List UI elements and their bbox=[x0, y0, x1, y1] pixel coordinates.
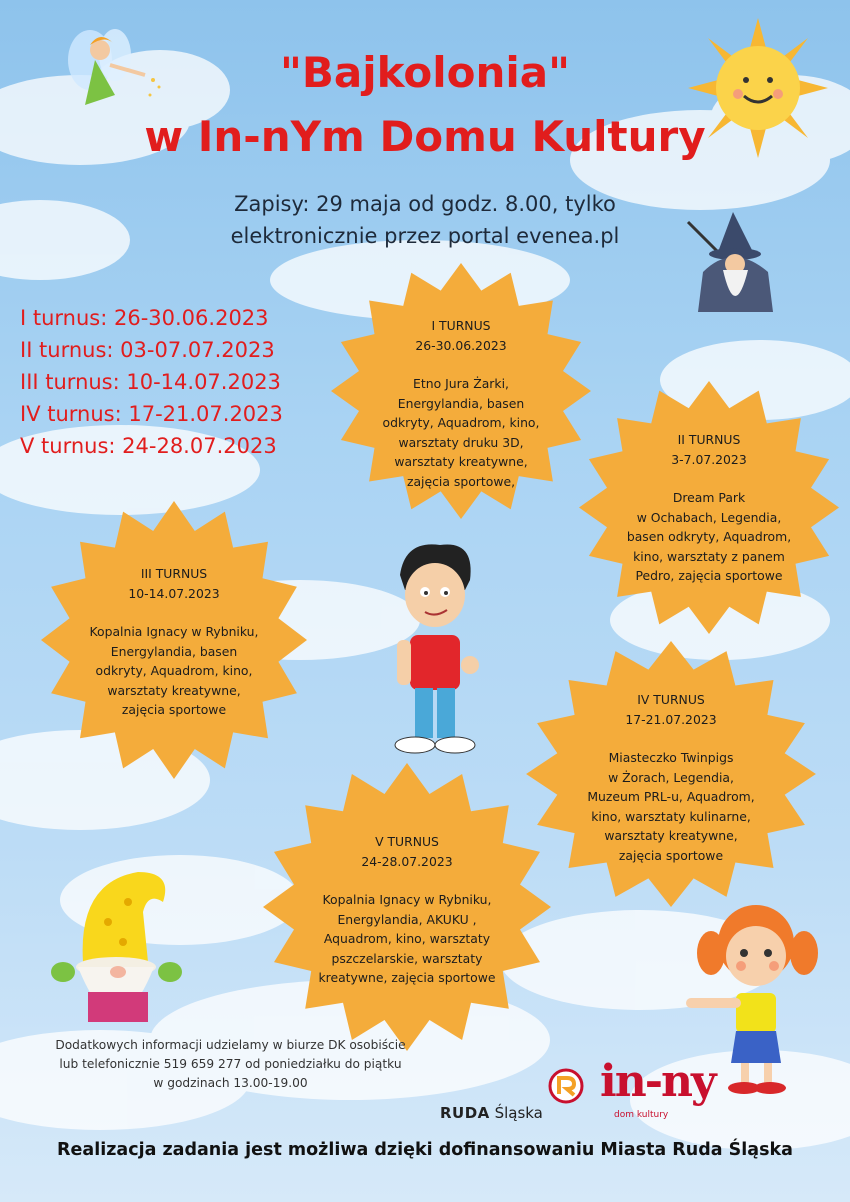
ruda-slaska-emblem bbox=[548, 1068, 584, 1104]
burst-turnus-5-line: pszczelarskie, warsztaty bbox=[331, 950, 483, 966]
burst-turnus-2-name: II TURNUS bbox=[677, 432, 741, 447]
burst-turnus-4-line: zajęcia sportowe bbox=[618, 847, 724, 863]
signup-line-2: elektronicznie przez portal evenea.pl bbox=[230, 224, 620, 248]
inny-logo-subtitle: dom kultury bbox=[614, 1110, 669, 1120]
ruda-logo-bold: RUDA bbox=[440, 1104, 490, 1122]
burst-turnus-3 bbox=[40, 500, 308, 780]
burst-turnus-1-line: Energylandia, basen bbox=[397, 395, 525, 411]
burst-turnus-5-line: Energylandia, AKUKU , bbox=[337, 911, 477, 927]
footer-info-line: Dodatkowych informacji udzielamy w biurze DK osobiście bbox=[55, 1038, 406, 1052]
burst-turnus-4 bbox=[525, 640, 817, 908]
burst-turnus-3-line: Energylandia, basen bbox=[110, 643, 238, 659]
signup-line-1: Zapisy: 29 maja od godz. 8.00, tylko bbox=[234, 192, 616, 216]
burst-turnus-4-line: w Żorach, Legendia, bbox=[608, 769, 734, 785]
funding-note: Realizacja zadania jest możliwa dzięki dofinansowaniu Miasta Ruda Śląska bbox=[57, 1140, 793, 1160]
burst-turnus-1-line: Etno Jura Żarki, bbox=[413, 376, 509, 391]
title-line-2: w In-nYm Domu Kultury bbox=[144, 112, 706, 161]
burst-turnus-1-line: zajęcia sportowe, bbox=[406, 473, 516, 489]
burst-turnus-1-name: I TURNUS bbox=[431, 318, 491, 333]
burst-turnus-5-dates: 24-28.07.2023 bbox=[361, 853, 453, 869]
burst-turnus-2 bbox=[578, 380, 840, 635]
turnus-date-4: IV turnus: 17-21.07.2023 bbox=[20, 402, 283, 426]
burst-turnus-2-dates: 3-7.07.2023 bbox=[671, 451, 747, 467]
burst-turnus-4-dates: 17-21.07.2023 bbox=[625, 711, 717, 727]
burst-turnus-4-text bbox=[525, 690, 817, 865]
burst-turnus-3-dates: 10-14.07.2023 bbox=[128, 585, 220, 601]
turnus-date-list bbox=[20, 302, 283, 462]
title-line-1: "Bajkolonia" bbox=[279, 48, 571, 97]
burst-turnus-5-line: Kopalnia Ignacy w Rybniku, bbox=[322, 892, 492, 907]
burst-turnus-3-name: III TURNUS bbox=[140, 566, 208, 581]
turnus-date-5: V turnus: 24-28.07.2023 bbox=[20, 434, 277, 458]
burst-turnus-4-name: IV TURNUS bbox=[637, 692, 705, 707]
burst-turnus-1-dates: 26-30.06.2023 bbox=[415, 337, 507, 353]
burst-turnus-5-line: kreatywne, zajęcia sportowe bbox=[318, 970, 496, 985]
burst-turnus-2-line: kino, warsztaty z panem bbox=[633, 548, 785, 564]
burst-turnus-2-line: basen odkryty, Aquadrom, bbox=[626, 529, 792, 544]
turnus-date-2: II turnus: 03-07.07.2023 bbox=[20, 338, 275, 362]
turnus-date-1: I turnus: 26-30.06.2023 bbox=[20, 306, 269, 330]
turnus-date-3: III turnus: 10-14.07.2023 bbox=[20, 370, 281, 394]
burst-turnus-1-line: odkryty, Aquadrom, kino, bbox=[382, 415, 540, 430]
burst-turnus-1-line: warsztaty kreatywne, bbox=[394, 454, 528, 469]
burst-turnus-1-text bbox=[330, 316, 592, 491]
burst-turnus-1 bbox=[330, 262, 592, 520]
ruda-slaska-logo bbox=[440, 1104, 543, 1122]
footer-info-line: lub telefonicznie 519 659 277 od poniedziałku do piątku bbox=[59, 1057, 402, 1071]
inny-logo: in-ny bbox=[600, 1056, 715, 1107]
burst-turnus-3-line: odkryty, Aquadrom, kino, bbox=[95, 663, 253, 678]
burst-turnus-4-line: Miasteczko Twinpigs bbox=[608, 750, 734, 765]
burst-turnus-5-name: V TURNUS bbox=[375, 834, 439, 849]
burst-turnus-5-text bbox=[262, 832, 552, 988]
gnome-illustration bbox=[48, 862, 188, 1032]
burst-turnus-3-text bbox=[40, 564, 308, 720]
ruda-logo-rest: Śląska bbox=[489, 1104, 543, 1122]
burst-turnus-4-line: Muzeum PRL-u, Aquadrom, bbox=[587, 789, 755, 804]
burst-turnus-4-line: kino, warsztaty kulinarne, bbox=[591, 808, 751, 824]
burst-turnus-5 bbox=[262, 762, 552, 1052]
footer-info bbox=[38, 1036, 423, 1093]
burst-turnus-5-line: Aquadrom, kino, warsztaty bbox=[323, 931, 491, 946]
burst-turnus-2-line: Pedro, zajęcia sportowe bbox=[635, 568, 783, 583]
boy-illustration bbox=[385, 540, 485, 760]
burst-turnus-2-line: Dream Park bbox=[672, 490, 746, 505]
burst-turnus-1-line: warsztaty druku 3D, bbox=[398, 434, 524, 450]
burst-turnus-3-line: warsztaty kreatywne, bbox=[107, 682, 241, 698]
burst-turnus-2-line: w Ochabach, Legendia, bbox=[636, 509, 782, 525]
footer-info-line: w godzinach 13.00-19.00 bbox=[153, 1076, 308, 1090]
burst-turnus-3-line: zajęcia sportowe bbox=[121, 702, 227, 717]
burst-turnus-3-line: Kopalnia Ignacy w Rybniku, bbox=[89, 624, 259, 639]
burst-turnus-2-text bbox=[578, 430, 840, 586]
burst-turnus-4-line: warsztaty kreatywne, bbox=[604, 828, 738, 843]
